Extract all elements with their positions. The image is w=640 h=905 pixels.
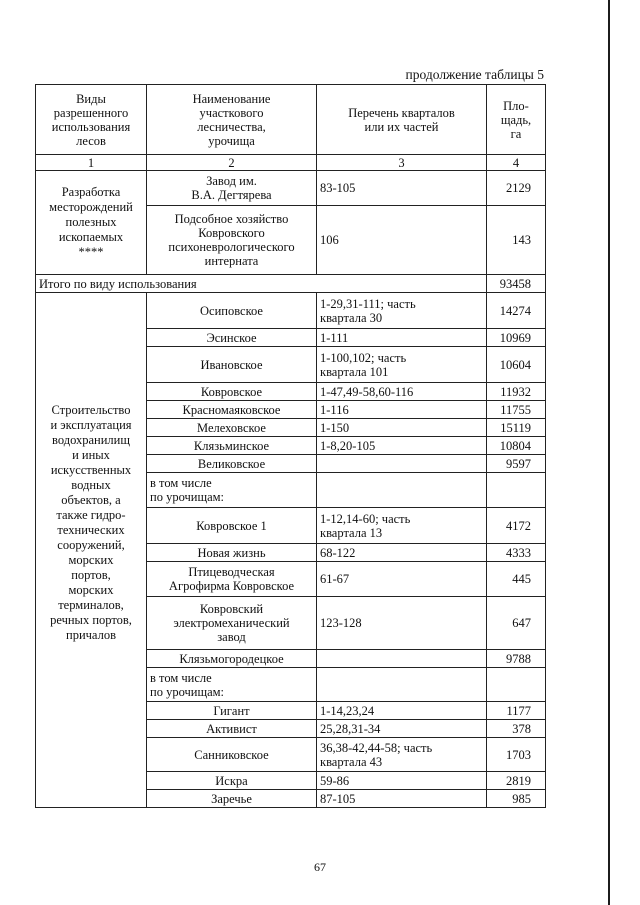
table-row [36,171,546,206]
column-number: 4 [487,155,546,171]
header-forestry-name: Наименование участкового лесничества, урочища [147,85,317,155]
quarters-cell [317,650,487,668]
quarters-cell: 1-150 [317,419,487,437]
table-row [36,293,546,329]
forestry-name-cell: Мелеховское [147,419,317,437]
area-cell [487,473,546,508]
area-cell: 11932 [487,383,546,401]
use-type-water-construction: Строительство и эксплуатация водохранилищ и иных искусственных водных объектов, а также гидро- технических сооружений, морских портов, морских терминалов, речных портов, причалов [36,293,147,808]
forestry-name-cell: Эсинское [147,329,317,347]
column-number: 3 [317,155,487,171]
area-cell: 4333 [487,544,546,562]
quarters-cell: 87-105 [317,790,487,808]
area-cell: 9788 [487,650,546,668]
quarters-cell: 68-122 [317,544,487,562]
forestry-name-cell: Подсобное хозяйство Ковровского психоневрологического интерната [147,206,317,275]
area-cell: 445 [487,562,546,597]
area-cell: 10604 [487,347,546,383]
forestry-name-cell: Искра [147,772,317,790]
forestry-name-cell: Красномаяковское [147,401,317,419]
quarters-cell: 25,28,31-34 [317,720,487,738]
quarters-cell: 1-116 [317,401,487,419]
area-cell: 143 [487,206,546,275]
forestry-name-cell: Завод им. В.А. Дегтярева [147,171,317,206]
area-cell: 14274 [487,293,546,329]
quarters-cell: 1-8,20-105 [317,437,487,455]
column-number-row [36,155,546,171]
forestry-name-cell: Ковровское [147,383,317,401]
column-number: 1 [36,155,147,171]
forestry-name-cell: Ковровский электромеханический завод [147,597,317,650]
area-cell: 378 [487,720,546,738]
right-edge-line [608,0,610,905]
area-cell: 11755 [487,401,546,419]
forestry-name-cell: Осиповское [147,293,317,329]
quarters-cell [317,668,487,702]
quarters-cell: 1-12,14-60; часть квартала 13 [317,508,487,544]
header-row [36,85,546,155]
forestry-name-cell: Клязьминское [147,437,317,455]
forestry-name-cell: Ивановское [147,347,317,383]
forestry-name-cell: в том числе по урочищам: [147,473,317,508]
column-number: 2 [147,155,317,171]
area-cell: 10969 [487,329,546,347]
quarters-cell: 1-111 [317,329,487,347]
quarters-cell [317,455,487,473]
total-row [36,275,546,293]
quarters-cell: 59-86 [317,772,487,790]
quarters-cell: 61-67 [317,562,487,597]
area-cell: 1703 [487,738,546,772]
header-use-type: Виды разрешенного использования лесов [36,85,147,155]
total-label: Итого по виду использования [36,275,487,293]
area-cell: 2129 [487,171,546,206]
table-caption: продолжение таблицы 5 [405,67,544,82]
quarters-cell: 1-100,102; часть квартала 101 [317,347,487,383]
header-quarters: Перечень кварталов или их частей [317,85,487,155]
quarters-cell: 83-105 [317,171,487,206]
total-area: 93458 [487,275,546,293]
quarters-cell: 1-29,31-111; часть квартала 30 [317,293,487,329]
use-type-mining: Разработка месторождений полезных ископаемых **** [36,171,147,275]
forestry-name-cell: Великовское [147,455,317,473]
area-cell: 985 [487,790,546,808]
area-cell: 2819 [487,772,546,790]
quarters-cell: 106 [317,206,487,275]
header-area: Пло- щадь, га [487,85,546,155]
forest-use-table [35,84,546,808]
area-cell [487,668,546,702]
area-cell: 9597 [487,455,546,473]
quarters-cell: 123-128 [317,597,487,650]
forestry-name-cell: Гигант [147,702,317,720]
forestry-name-cell: Ковровское 1 [147,508,317,544]
quarters-cell [317,473,487,508]
forestry-name-cell: в том числе по урочищам: [147,668,317,702]
forestry-name-cell: Клязьмогородецкое [147,650,317,668]
forestry-name-cell: Активист [147,720,317,738]
area-cell: 1177 [487,702,546,720]
area-cell: 10804 [487,437,546,455]
quarters-cell: 1-47,49-58,60-116 [317,383,487,401]
area-cell: 647 [487,597,546,650]
page-number: 67 [314,860,326,874]
quarters-cell: 36,38-42,44-58; часть квартала 43 [317,738,487,772]
forestry-name-cell: Новая жизнь [147,544,317,562]
area-cell: 4172 [487,508,546,544]
quarters-cell: 1-14,23,24 [317,702,487,720]
forestry-name-cell: Птицеводческая Агрофирма Ковровское [147,562,317,597]
forestry-name-cell: Заречье [147,790,317,808]
forestry-name-cell: Санниковское [147,738,317,772]
area-cell: 15119 [487,419,546,437]
